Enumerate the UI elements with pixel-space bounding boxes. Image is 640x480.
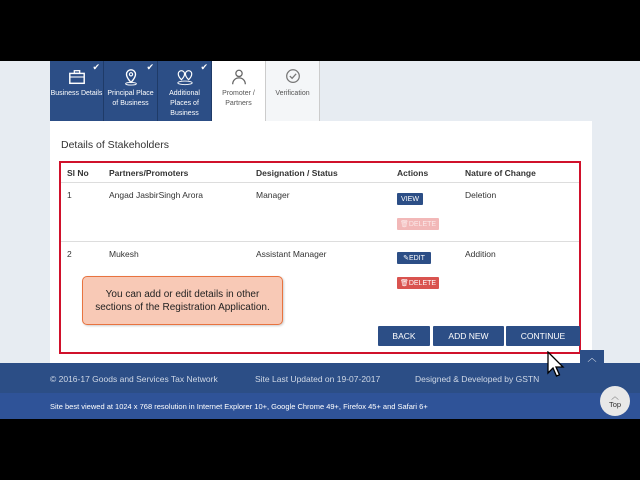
continue-button[interactable]: CONTINUE [506, 326, 580, 346]
view-button[interactable] [397, 193, 423, 205]
tab-label: Business Details [50, 90, 103, 97]
table-row [61, 182, 579, 240]
trash-icon: 🗑 [399, 280, 409, 287]
person-icon [230, 67, 248, 87]
back-to-top-button[interactable] [600, 386, 630, 416]
edit-label: EDIT [408, 254, 425, 262]
chevron-up-icon: ︿ [611, 392, 619, 401]
check-icon: ✔ [146, 62, 154, 72]
browser-note: Site best viewed at 1024 x 768 resolution in Internet Explorer 10+, Google Chrome 49+, Firefox 45+ and Safari 6+ [50, 402, 428, 411]
view-label: VIEW [401, 195, 419, 203]
edit-button[interactable] [397, 252, 431, 264]
check-icon: ✔ [200, 62, 208, 72]
mouse-cursor-icon [547, 351, 565, 379]
tab-label: Additional Places of Business [169, 90, 200, 117]
registration-tabs [50, 61, 320, 121]
header-nature-of-change: Nature of Change [465, 168, 536, 178]
top-label: Top [608, 400, 622, 409]
delete-label: DELETE [408, 279, 437, 287]
tab-label: Principal Place of Business [107, 90, 154, 107]
cell-sl-no: 2 [67, 249, 72, 259]
tab-principal-place[interactable] [104, 61, 158, 121]
footer-browser-note-bar [0, 393, 640, 419]
briefcase-icon [68, 67, 86, 87]
delete-button-disabled [397, 218, 439, 230]
multi-location-icon [176, 67, 194, 87]
check-icon: ✔ [92, 62, 100, 72]
add-new-button[interactable]: ADD NEW [433, 326, 504, 346]
scroll-up-button[interactable] [580, 350, 604, 364]
location-pin-icon [122, 67, 140, 87]
tab-label: Verification [275, 90, 310, 97]
footer-updated: Site Last Updated on 19-07-2017 [255, 374, 381, 384]
chevron-up-icon: ︿ [587, 352, 597, 363]
cell-name: Mukesh [109, 249, 139, 259]
screen [0, 61, 640, 419]
section-title: Details of Stakeholders [61, 139, 169, 151]
footer-main [0, 363, 640, 393]
cell-sl-no: 1 [67, 190, 72, 200]
tab-business-details[interactable] [50, 61, 104, 121]
footer-designed: Designed & Developed by GSTN [415, 374, 540, 384]
tab-verification[interactable] [266, 61, 320, 121]
cell-nature-of-change: Addition [465, 249, 496, 259]
delete-button[interactable] [397, 277, 439, 289]
delete-label: DELETE [408, 220, 437, 228]
header-sl-no: Sl No [67, 168, 89, 178]
cell-designation: Manager [256, 190, 290, 200]
cell-designation: Assistant Manager [256, 249, 327, 259]
cell-name: Angad JasbirSingh Arora [109, 190, 204, 200]
header-partners: Partners/Promoters [109, 168, 189, 178]
back-button[interactable]: BACK [378, 326, 430, 346]
footer-copyright: © 2016-17 Goods and Services Tax Network [50, 374, 218, 384]
header-actions: Actions [397, 168, 429, 178]
header-designation: Designation / Status [256, 168, 338, 178]
tab-promoter-partners[interactable] [212, 61, 266, 121]
pencil-icon: ✎ [403, 255, 409, 262]
table-header [61, 163, 579, 182]
checkmark-circle-icon [284, 67, 302, 87]
help-callout: You can add or edit details in other sections of the Registration Application. [82, 276, 283, 325]
cell-nature-of-change: Deletion [465, 190, 497, 200]
tab-additional-places[interactable] [158, 61, 212, 121]
trash-icon: 🗑 [399, 221, 409, 228]
tab-label: Promoter / Partners [222, 90, 255, 107]
